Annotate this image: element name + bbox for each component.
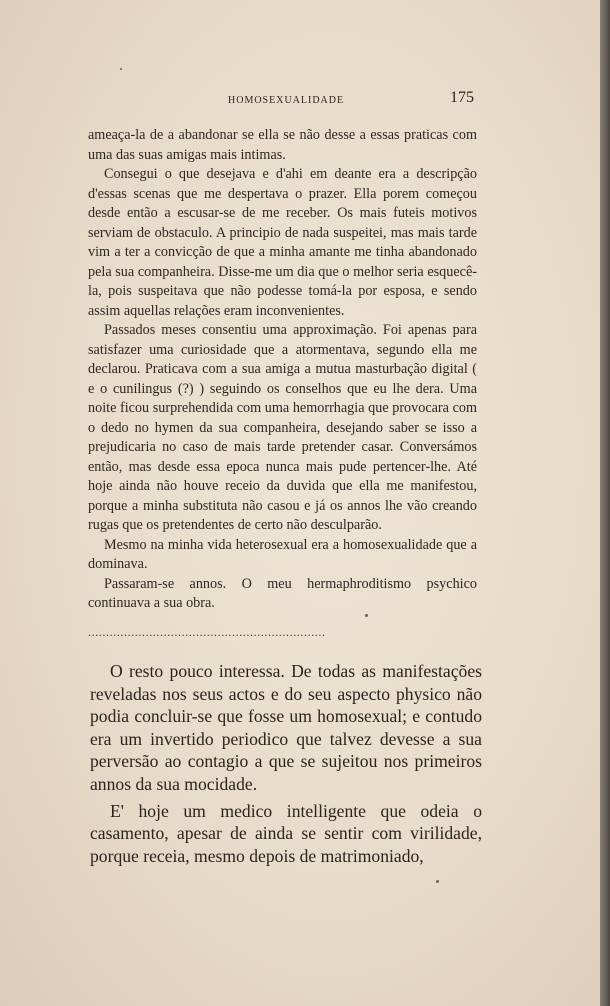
commentary-paragraph: O resto pouco interessa. De todas as manifestações reveladas nos seus actos e do seu aspecto physico não podia concluir-se que fosse um homosexual; e contudo era um invertido periodico que talvez devesse a sua perversão ao contagio a que se sujeitou nos primeiros annos da sua mocidade. [90, 661, 482, 794]
excerpt-paragraph: Passaram-se annos. O meu hermaphroditismo psychico continuava a sua obra. [88, 575, 477, 611]
testimony-excerpt [88, 126, 477, 614]
excerpt-paragraph: Mesmo na minha vida heterosexual era a homosexualidade que a dominava. [88, 536, 477, 572]
excerpt-paragraph: ameaça-la de a abandonar se ella se não desse a essas praticas com uma das suas amigas mais intimas. [88, 127, 477, 163]
commentary-paragraph: E' hoje um medico intelligente que odeia o casamento, apesar de ainda se sentir com virilidade, porque receia, mesmo depois de matrimoniado, [90, 800, 482, 866]
paper-speck [365, 614, 368, 617]
running-title: HOMOSEXUALIDADE [228, 95, 345, 106]
page-edge [600, 0, 610, 1006]
paper-speck [120, 68, 122, 70]
dotted-separator: .................................................................. [88, 625, 326, 639]
page-number: 175 [450, 89, 474, 106]
paper-speck [436, 880, 439, 883]
author-commentary [90, 660, 482, 867]
excerpt-paragraph: Consegui o que desejava e d'ahi em deante era a descripção d'essas scenas que me despertava o prazer. Ella porem começou desde então a escusar-se de me receber. Os mais futeis motivos serviam de obstaculo. A principio de nada suspeitei, mas mais tarde vim a ter a convicção de que a minha amante me tinha abandonado pela sua companheira. Disse-me um dia que o melhor seria esquecê-la, pois suspeitava que não podesse tomá-la por esposa, e sendo assim aquellas relações eram inconvenientes. [88, 166, 477, 319]
excerpt-paragraph: Passados meses consentiu uma approximação. Foi apenas para satisfazer uma curiosidade que a atormentava, segundo ella me declarou. Praticava com a sua amiga a mutua masturbação digital ( e o cunilingus (?) ) seguindo os conselhos que eu lhe dera. Uma noite ficou surprehendida com uma hemorrhagia que provocara com o dedo no hymen da sua companheira, desejando saber se isso a prejudicaria no caso de mais tarde pretender casar. Conversámos então, mas desde essa epoca nunca mais pude pertencer-lhe. Até hoje ainda não houve receio da duvida que ella me manifestou, porque a minha substituta não casou e já os annos lhe vão creando rugas que os pretendentes de certo não desculparão. [88, 322, 477, 533]
